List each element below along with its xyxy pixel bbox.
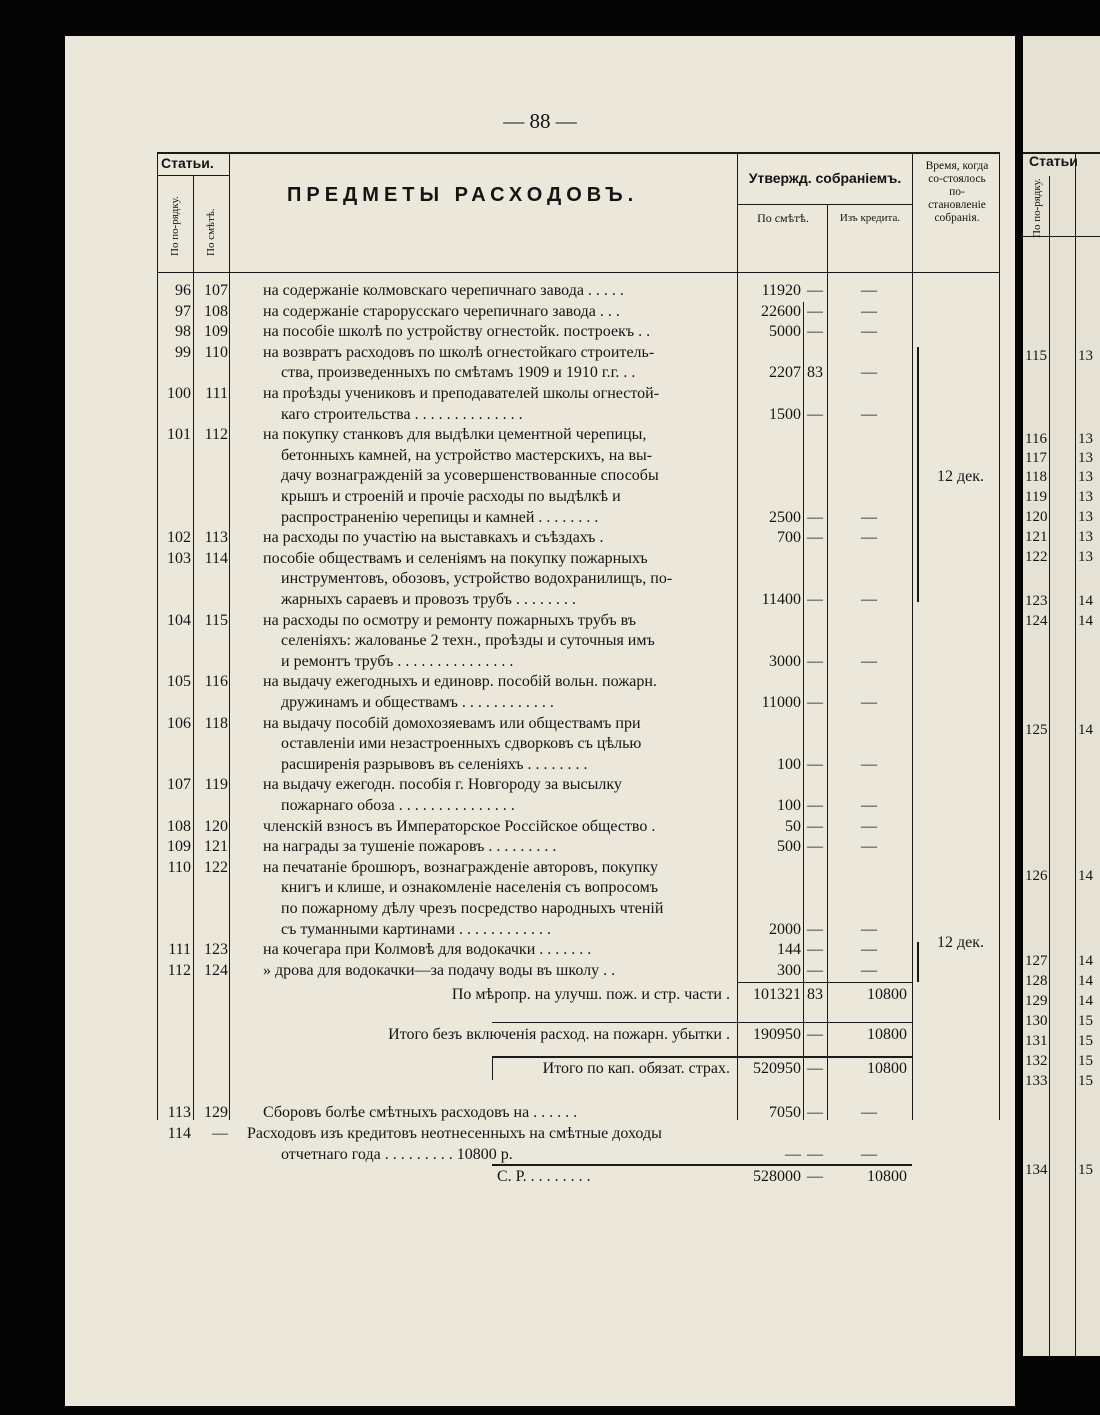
row-number: 114 [167,1125,191,1142]
row-description-line: пожарнаго обоза . . . . . . . . . . . . . . . [281,796,515,814]
next-page-row-number: 128 [1025,973,1048,989]
grand-total-amount: 528000 [753,1168,801,1186]
table-row [157,548,1000,610]
row-description-line: и ремонтъ трубъ . . . . . . . . . . . . . . . [281,652,514,670]
table-row [157,527,1000,548]
row-description-line: на расходы по осмотру и ремонту пожарныхъ трубъ въ [263,611,637,629]
row-amount: 500 [777,838,801,856]
row-number: 112 [167,961,191,979]
row-description-line: на проѣзды учениковъ и преподавателей школы огнестой- [263,385,660,402]
bracket-date-1: 12 дек. [937,468,985,485]
page-number: — 88 — [503,109,577,133]
next-page-row-estimate: 13 [1078,431,1093,447]
row-estimate-number: 109 [204,323,228,341]
row-description-line: » дрова для водокачки—за подачу воды въ школу . . [263,961,616,979]
subtotal-label: Итого безъ включенія расход. на пожарн. убытки . [388,1026,730,1044]
row-number: 96 [175,282,191,299]
next-page-row-estimate: 14 [1078,613,1093,629]
subtotal-credit: 10800 [867,1060,907,1078]
row-credit: — [861,961,877,979]
next-page-row-number: 123 [1025,593,1048,609]
next-page-row-estimate: 15 [1078,1013,1093,1029]
row-description-line: селеніяхъ: жалованье 2 техн., проѣзды и суточныя имъ [281,632,655,650]
next-page-row-estimate: 13 [1078,450,1093,466]
next-page-row-number: 121 [1025,529,1048,545]
row-estimate-number: 110 [204,343,228,361]
row-description-line: оставленіи ими незастроенныхъ сдворковъ съ цѣлью [281,735,642,753]
row-estimate-number: 114 [204,549,228,567]
row-credit: — [861,590,877,608]
table-row [157,939,1000,960]
row-amount: 1500 [769,405,801,423]
row-credit: — [861,817,877,835]
row-kopecks: — [807,529,823,547]
row-description-line: каго строительства . . . . . . . . . . . . . . [281,405,523,423]
row-number: 110 [167,858,191,876]
row-description-line: отчетнаго года . . . . . . . . . 10800 р. [281,1145,513,1163]
expense-table [157,152,1000,1186]
table-row [157,671,1000,712]
next-page-row-estimate: 13 [1078,348,1093,364]
grand-total-row [157,1166,1000,1187]
header-po-poryadku: По по-рядку. [169,196,181,256]
next-page-row-estimate: 13 [1078,509,1093,525]
subtotal-amount: 190950 [753,1026,801,1044]
row-credit: — [861,838,877,856]
header-title: ПРЕДМЕТЫ РАСХОДОВЪ. [287,184,639,206]
row-description-line: членскій взносъ въ Императорское Россійское общество . [263,817,656,835]
row-description-line: дружинамъ и обществамъ . . . . . . . . . . . . [281,693,554,711]
next-page-row-estimate: 14 [1078,993,1093,1009]
next-page-header: Статьи [1029,153,1078,169]
row-number: 111 [168,941,191,959]
row-description-line: на выдачу пособій домохозяевамъ или обществамъ при [263,714,641,732]
next-page-row-number: 119 [1025,489,1047,505]
table-row [157,424,1000,527]
subtotal-credit: 10800 [867,986,907,1004]
row-credit: — [861,652,877,670]
next-page-row-number: 122 [1025,549,1048,565]
row-estimate-number: 121 [204,838,228,856]
row-kopecks: — [807,817,823,835]
row-number: 109 [167,838,191,856]
next-page-row-number: 125 [1025,722,1048,738]
row-amount: 300 [777,961,801,979]
row-credit: — [861,920,877,938]
table-row [157,301,1000,322]
row-kopecks: — [807,508,823,526]
row-estimate-number: 115 [204,611,228,629]
row-amount: 100 [777,755,801,773]
next-page-row-number: 126 [1025,868,1048,884]
next-page-row-estimate: 15 [1078,1053,1093,1069]
row-credit: — [861,1104,877,1122]
row-description-line: на награды за тушеніе пожаровъ . . . . . . . . . [263,838,557,856]
row-number: 106 [167,714,191,732]
row-kopecks: — [807,590,823,608]
row-credit: — [861,529,877,547]
ledger-page [65,36,1015,1406]
row-credit: — [861,796,877,814]
next-page-row-estimate: 15 [1078,1033,1093,1049]
row-description-line: на покупку станковъ для выдѣлки цементной черепицы, [263,426,647,444]
row-amount: 2207 [769,364,801,382]
row-description-line: на содержаніе колмовскаго черепичнаго завода . . . . . [263,282,624,299]
table-row [157,857,1000,939]
row-amount: 700 [777,529,801,547]
row-kopecks: — [807,282,823,299]
next-page-row-estimate: 13 [1078,529,1093,545]
row-number: 108 [167,817,191,835]
row-kopecks: — [807,405,823,423]
table-row [157,610,1000,672]
next-page-row-estimate: 14 [1078,593,1093,609]
next-page-row-number: 132 [1025,1053,1048,1069]
header-po-smete: По смѣтѣ. [205,208,217,256]
row-credit: — [861,364,877,382]
row-estimate-number: — [212,1125,228,1142]
next-page-row-number: 133 [1025,1073,1048,1089]
row-credit: — [861,693,877,711]
row-description-line: распространенію черепицы и камней . . . . . . . . [281,508,599,526]
subtotal-kopecks: — [807,1060,823,1078]
row-estimate-number: 111 [205,385,228,402]
subtotal-kopecks: — [807,1026,823,1044]
row-amount: — [785,1145,801,1163]
row-amount: 2500 [769,508,801,526]
row-kopecks: — [807,920,823,938]
row-estimate-number: 120 [204,817,228,835]
row-description-line: Сборовъ болѣе смѣтныхъ расходовъ на . . . . . . [263,1104,578,1122]
row-estimate-number: 123 [204,941,228,959]
header-statyi: Статьи. [161,155,214,171]
table-row [157,774,1000,815]
row-description-line: на кочегара при Колмовѣ для водокачки . . . . . . . [263,941,592,959]
table-row [157,321,1000,342]
table-row [157,960,1000,981]
bracket-line-2 [917,942,919,982]
row-credit: — [861,755,877,773]
row-credit: — [861,1145,877,1163]
row-estimate-number: 108 [204,302,228,320]
row-kopecks: — [807,961,823,979]
row-number: 107 [167,776,191,794]
row-number: 98 [175,323,191,341]
row-description-line: жарныхъ сараевъ и провозъ трубъ . . . . . . . . [281,590,576,608]
row-estimate-number: 118 [204,714,228,732]
row-number: 113 [167,1104,191,1122]
header-utverzhd: Утвержд. собраніемъ. [748,170,902,186]
table-row [157,1123,1000,1164]
grand-total-label: С. Р. . . . . . . . . [497,1168,591,1186]
next-page-row-estimate: 13 [1078,469,1093,485]
row-description-line: на выдачу ежегодн. пособія г. Новгороду за высылку [263,776,622,794]
header-iz-kredita: Изъ кредита. [839,212,901,224]
row-description-line: на расходы по участію на выставкахъ и съѣздахъ . [263,529,604,547]
table-row [157,836,1000,857]
row-kopecks: — [807,838,823,856]
subtotal-row [157,984,1000,1005]
row-description-line: инструментовъ, обозовъ, устройство водохранилищъ, по- [281,570,673,588]
next-page-row-number: 134 [1025,1162,1048,1178]
next-page-row-number: 118 [1025,469,1047,485]
row-kopecks: — [807,941,823,959]
next-page-row-estimate: 13 [1078,549,1093,565]
row-description-line: расширенія разрывовъ въ селеніяхъ . . . . . . . . [281,755,588,773]
table-row [157,342,1000,383]
next-page-row-number: 117 [1025,450,1047,466]
subtotal-kopecks: 83 [807,986,823,1004]
grand-total-credit: 10800 [867,1168,907,1186]
row-amount: 5000 [769,323,801,341]
next-page-row-number: 115 [1025,348,1047,364]
row-estimate-number: 112 [204,426,228,444]
row-number: 97 [175,302,191,320]
subtotal-label: По мѣропр. на улучш. пож. и стр. части . [451,986,730,1004]
row-description-line: крышъ и строеній и прочіе расходы по выдѣлкѣ и [281,487,621,505]
row-amount: 11000 [761,693,801,711]
table-row [157,280,1000,301]
table-row [157,816,1000,837]
row-number: 102 [167,529,191,547]
row-credit: — [861,282,877,299]
row-number: 104 [167,611,191,629]
row-kopecks: — [807,652,823,670]
row-description-line: ства, произведенныхъ по смѣтамъ 1909 и 1910 г.г. . . [281,364,636,382]
next-page-row-estimate: 14 [1078,868,1093,884]
table-row [157,713,1000,775]
header-vremya: Время, когда со-стоялось по-становленіе собранія. [925,160,989,224]
row-credit: — [861,405,877,423]
row-description-line: пособіе обществамъ и селеніямъ на покупку пожарныхъ [263,549,648,567]
row-amount: 22600 [761,302,801,320]
next-page-sub: По по-рядку. [1031,178,1043,238]
next-page-edge [1023,36,1100,1356]
row-kopecks: — [807,796,823,814]
row-description-line: дачу вознагражденій за усовершенствованные способы [281,467,659,485]
row-description-line: книгъ и клише, и ознакомленіе населенія съ вопросомъ [281,879,659,897]
bracket-line [917,347,919,602]
row-estimate-number: 129 [204,1104,228,1122]
row-description-line: по пожарному дѣлу чрезъ посредство народныхъ чтеній [281,899,664,917]
row-estimate-number: 113 [204,529,228,547]
row-credit: — [861,302,877,320]
row-description-line: на возвратъ расходовъ по школѣ огнестойкаго строитель- [263,343,655,361]
row-kopecks: — [807,1145,823,1163]
next-page-row-estimate: 15 [1078,1162,1093,1178]
row-amount: 144 [777,941,801,959]
row-description-line: съ туманными картинами . . . . . . . . . . . . [281,920,551,938]
row-amount: 11920 [761,282,801,299]
row-credit: — [861,941,877,959]
next-page-row-estimate: 13 [1078,489,1093,505]
row-amount: 3000 [769,652,801,670]
subtotal-amount: 520950 [753,1060,801,1078]
next-page-row-number: 127 [1025,953,1048,969]
subtotal-row [157,1058,1000,1079]
subtotal-row [157,1024,1000,1045]
next-page-row-number: 131 [1025,1033,1048,1049]
row-description-line: на содержаніе старорусскаго черепичнаго завода . . . [263,302,620,320]
row-estimate-number: 107 [204,282,228,299]
row-description-line: Расходовъ изъ кредитовъ неотнесенныхъ на смѣтные доходы [247,1125,662,1142]
next-page-row-estimate: 14 [1078,953,1093,969]
row-description-line: на пособіе школѣ по устройству огнестойк. построекъ . . [263,323,651,341]
subtotal-amount: 101321 [753,986,801,1004]
next-page-row-estimate: 14 [1078,973,1093,989]
row-amount: 7050 [769,1104,801,1122]
row-number: 99 [175,343,191,361]
table-row [157,383,1000,424]
row-estimate-number: 122 [204,858,228,876]
row-amount: 50 [785,817,801,835]
row-kopecks: — [807,323,823,341]
next-page-row-number: 120 [1025,509,1048,525]
row-kopecks: — [807,755,823,773]
row-description-line: на печатаніе брошюръ, вознагражденіе авторовъ, покупку [263,858,658,876]
row-number: 103 [167,549,191,567]
row-kopecks: — [807,693,823,711]
next-page-row-number: 129 [1025,993,1048,1009]
row-kopecks: 83 [807,364,823,382]
header-po-smete-col: По смѣтѣ. [757,211,809,225]
next-page-row-number: 130 [1025,1013,1048,1029]
row-estimate-number: 119 [204,776,228,794]
row-estimate-number: 116 [204,673,228,691]
subtotal-credit: 10800 [867,1026,907,1044]
table-row [157,1102,1000,1123]
row-number: 100 [167,385,191,402]
row-description-line: бетонныхъ камней, на устройство мастерскихъ, на вы- [281,446,653,464]
row-estimate-number: 124 [204,961,228,979]
row-number: 101 [167,426,191,444]
row-number: 105 [167,673,191,691]
next-page-row-estimate: 15 [1078,1073,1093,1089]
row-amount: 2000 [769,920,801,938]
row-credit: — [861,508,877,526]
next-page-row-estimate: 14 [1078,722,1093,738]
row-kopecks: — [807,302,823,320]
next-page-row-number: 124 [1025,613,1048,629]
row-description-line: на выдачу ежегодныхъ и единовр. пособій вольн. пожарн. [263,673,657,691]
row-kopecks: — [807,1104,823,1122]
row-amount: 11400 [761,590,801,608]
row-credit: — [861,323,877,341]
subtotal-label: Итого по кап. обязат. страх. [542,1060,730,1078]
grand-total-kopecks: — [807,1168,823,1186]
next-page-row-number: 116 [1025,431,1047,447]
bracket-date-2: 12 дек. [937,934,985,951]
row-amount: 100 [777,796,801,814]
